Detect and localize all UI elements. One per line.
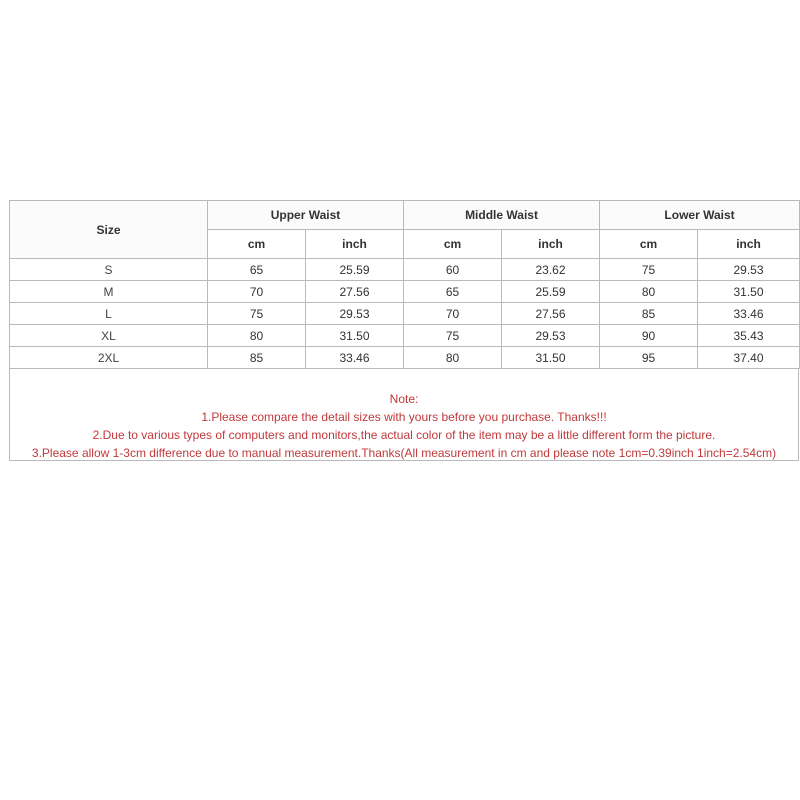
value-cell: 75 [404, 325, 502, 347]
group-header-lower-waist: Lower Waist [600, 201, 800, 230]
size-cell: M [10, 281, 208, 303]
note-line: 1.Please compare the detail sizes with yours before you purchase. Thanks!!! [201, 410, 607, 424]
table-row [10, 347, 800, 369]
value-cell: 65 [404, 281, 502, 303]
unit-header: inch [698, 230, 800, 259]
size-cell: S [10, 259, 208, 281]
value-cell: 33.46 [306, 347, 404, 369]
value-cell: 80 [600, 281, 698, 303]
unit-header: inch [306, 230, 404, 259]
value-cell: 37.40 [698, 347, 800, 369]
value-cell: 70 [404, 303, 502, 325]
table-row [10, 325, 800, 347]
note-line: 3.Please allow 1-3cm difference due to manual measurement.Thanks(All measurement in cm and please note 1cm=0.39inch 1inch=2.54cm) [31, 446, 777, 460]
table-row [10, 259, 800, 281]
unit-header: cm [404, 230, 502, 259]
value-cell: 25.59 [306, 259, 404, 281]
value-cell: 23.62 [502, 259, 600, 281]
table-row [10, 303, 800, 325]
size-table [9, 200, 800, 369]
unit-header: inch [502, 230, 600, 259]
unit-header: cm [600, 230, 698, 259]
value-cell: 27.56 [306, 281, 404, 303]
value-cell: 29.53 [502, 325, 600, 347]
value-cell: 75 [208, 303, 306, 325]
value-cell: 27.56 [502, 303, 600, 325]
table-row [10, 281, 800, 303]
value-cell: 65 [208, 259, 306, 281]
size-cell: XL [10, 325, 208, 347]
value-cell: 25.59 [502, 281, 600, 303]
value-cell: 90 [600, 325, 698, 347]
value-cell: 75 [600, 259, 698, 281]
value-cell: 29.53 [306, 303, 404, 325]
value-cell: 85 [208, 347, 306, 369]
value-cell: 31.50 [698, 281, 800, 303]
note-line: 2.Due to various types of computers and monitors,the actual color of the item may be a little different form the picture. [92, 428, 716, 442]
note-title: Note: [389, 392, 419, 406]
size-cell: L [10, 303, 208, 325]
size-column-header: Size [10, 201, 208, 259]
size-chart [9, 200, 799, 461]
value-cell: 31.50 [502, 347, 600, 369]
value-cell: 70 [208, 281, 306, 303]
value-cell: 95 [600, 347, 698, 369]
unit-header: cm [208, 230, 306, 259]
group-header-upper-waist: Upper Waist [208, 201, 404, 230]
value-cell: 80 [208, 325, 306, 347]
value-cell: 35.43 [698, 325, 800, 347]
header-row [10, 201, 800, 230]
value-cell: 60 [404, 259, 502, 281]
notes-box [9, 369, 799, 461]
value-cell: 29.53 [698, 259, 800, 281]
value-cell: 33.46 [698, 303, 800, 325]
value-cell: 85 [600, 303, 698, 325]
size-cell: 2XL [10, 347, 208, 369]
value-cell: 31.50 [306, 325, 404, 347]
group-header-middle-waist: Middle Waist [404, 201, 600, 230]
value-cell: 80 [404, 347, 502, 369]
